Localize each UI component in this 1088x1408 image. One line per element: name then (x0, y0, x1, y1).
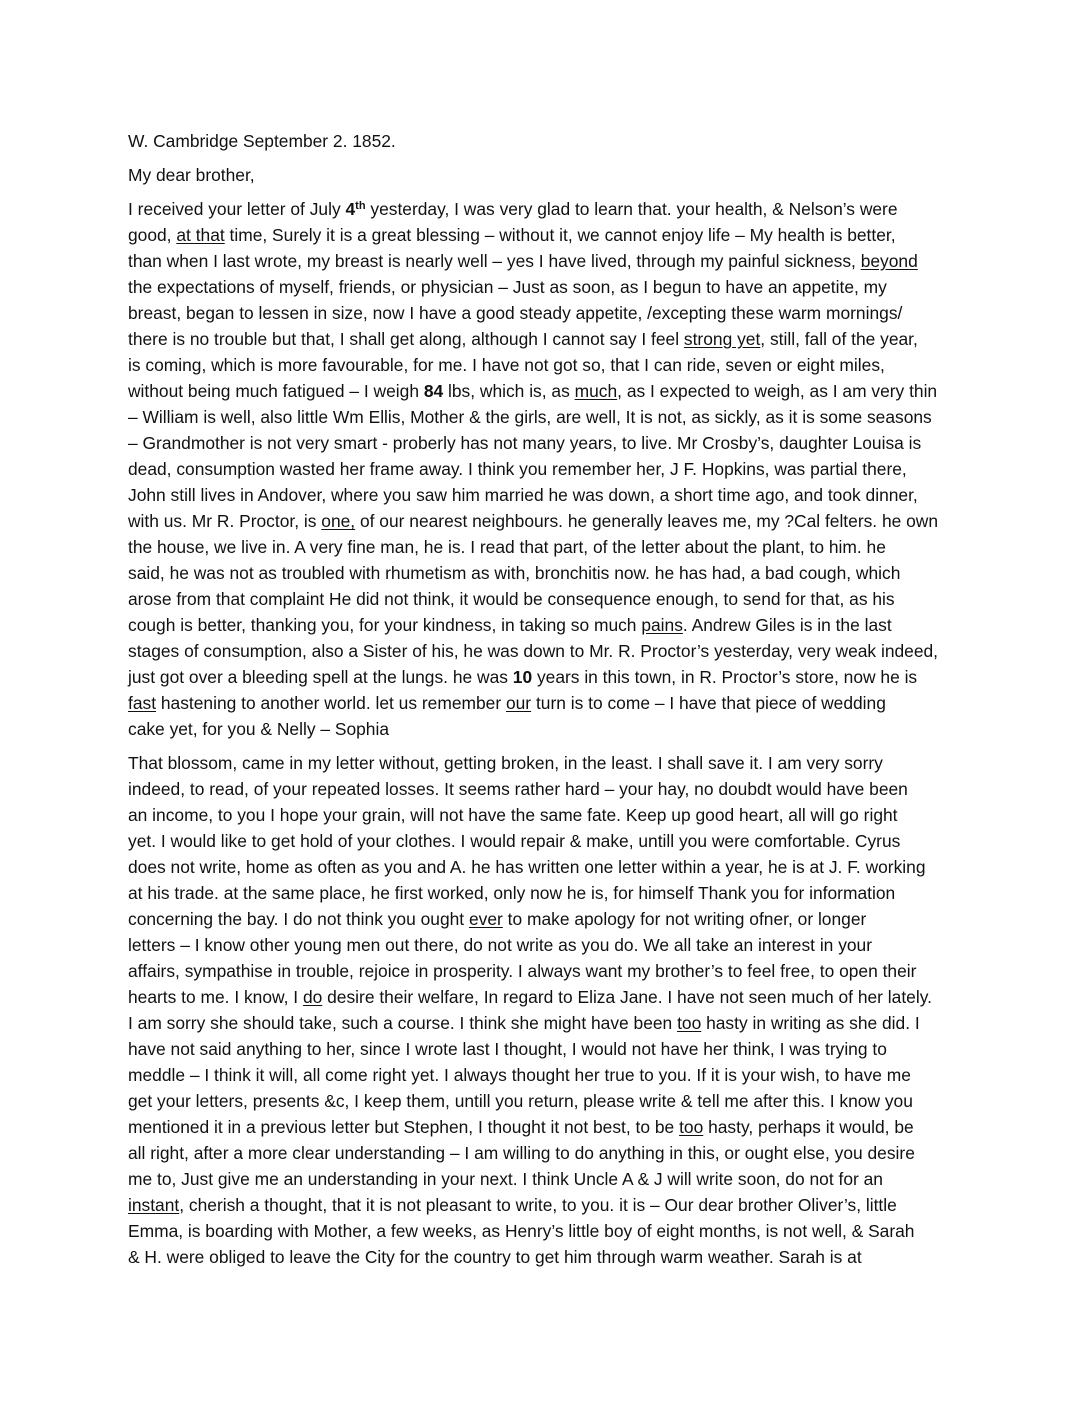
text-segment: years in this town, in R. Proctor’s store, now he is (532, 667, 918, 687)
text-line (128, 638, 968, 664)
text-line (128, 326, 968, 352)
text-segment: turn is to come – I have that piece of wedding (531, 693, 886, 713)
text-line (128, 1218, 968, 1244)
text-line (128, 612, 968, 638)
text-segment: the house, we live in. A very fine man, he is. I read that part, of the letter about the plant, to him. he (128, 537, 886, 557)
text-segment: cough is better, thanking you, for your kindness, in taking so much (128, 615, 642, 635)
text-segment: affairs, sympathise in trouble, rejoice in prosperity. I always want my brother’s to feel free, to open their (128, 961, 917, 981)
text-line (128, 1140, 968, 1166)
text-line (128, 430, 968, 456)
text-segment: an income, to you I hope your grain, will not have the same fate. Keep up good heart, all will go right (128, 805, 898, 825)
text-line (128, 1114, 968, 1140)
underlined-text: at that (176, 225, 225, 245)
superscript-text: th (355, 200, 366, 212)
text-segment: with us. Mr R. Proctor, is (128, 511, 322, 531)
text-line (128, 958, 968, 984)
underlined-text: do (302, 987, 323, 1007)
text-segment: hearts to me. I know, I (128, 987, 303, 1007)
underlined-text: too (679, 1117, 704, 1137)
text-segment: than when I last wrote, my breast is nearly well – yes I have lived, through my painful sickness, (128, 251, 861, 271)
text-segment: does not write, home as often as you and A. he has written one letter within a year, he is at J. F. working (128, 857, 926, 877)
text-segment: John still lives in Andover, where you saw him married he was down, a short time ago, and took dinner, (128, 485, 918, 505)
text-line (128, 984, 968, 1010)
text-line (128, 1010, 968, 1036)
text-segment: concerning the bay. I do not think you ought (128, 909, 469, 929)
text-line (128, 906, 968, 932)
text-segment: desire their welfare, In regard to Eliza Jane. I have not seen much of her lately. (322, 987, 932, 1007)
text-line (128, 880, 968, 906)
text-segment: yet. I would like to get hold of your clothes. I would repair & make, untill you were comfortable. Cyrus (128, 831, 901, 851)
text-line (128, 560, 968, 586)
text-line (128, 854, 968, 880)
text-line (128, 1244, 968, 1270)
text-segment: indeed, to read, of your repeated losses. It seems rather hard – your hay, no doubdt would have been (128, 779, 908, 799)
text-segment: all right, after a more clear understanding – I am willing to do anything in this, or ought else, you desire (128, 1143, 915, 1163)
text-segment: good, (128, 225, 177, 245)
text-segment: without being much fatigued – I weigh (128, 381, 424, 401)
text-line (128, 586, 968, 612)
letter-paragraph (128, 196, 968, 742)
text-line (128, 690, 968, 716)
text-segment: of our nearest neighbours. he generally leaves me, my ?Cal felters. he own (355, 511, 939, 531)
text-line (128, 482, 968, 508)
text-segment: dead, consumption wasted her frame away. I think you remember her, J F. Hopkins, was partial there, (128, 459, 907, 479)
letter-dateline: W. Cambridge September 2. 1852. (128, 131, 396, 151)
bold-text: 84 (423, 381, 444, 401)
text-segment: there is no trouble but that, I shall get along, although I cannot say I feel (128, 329, 684, 349)
text-segment: get your letters, presents &c, I keep them, untill you return, please write & tell me after this. I know you (128, 1091, 913, 1111)
text-segment: – William is well, also little Wm Ellis, Mother & the girls, are well, It is not, as sickly, as it is some seasons (128, 407, 932, 427)
text-segment: hasty, perhaps it would, be (703, 1117, 914, 1137)
letter-paragraph (128, 750, 968, 1270)
underlined-text: fast (128, 693, 157, 713)
underlined-text: pains (641, 615, 683, 635)
underlined-text: beyond (860, 251, 918, 271)
text-segment: have not said anything to her, since I wrote last I thought, I would not have her think, I was trying to (128, 1039, 887, 1059)
spacer (128, 154, 968, 162)
text-line (128, 802, 968, 828)
text-line (128, 534, 968, 560)
text-segment: , still, fall of the year, (760, 329, 918, 349)
text-line (128, 248, 968, 274)
text-line (128, 1088, 968, 1114)
underlined-text: too (677, 1013, 702, 1033)
text-segment: letters – I know other young men out there, do not write as you do. We all take an interest in your (128, 935, 873, 955)
text-segment: yesterday, I was very glad to learn that. your health, & Nelson’s were (365, 199, 898, 219)
text-line (128, 222, 968, 248)
letter-paragraphs (128, 196, 968, 1270)
text-segment: breast, began to lessen in size, now I have a good steady appetite, /excepting these warm mornings/ (128, 303, 903, 323)
text-line (128, 1192, 968, 1218)
text-segment: meddle – I think it will, all come right yet. I always thought her true to you. If it is your wish, to have me (128, 1065, 911, 1085)
text-line (128, 750, 968, 776)
text-line (128, 300, 968, 326)
text-segment: & H. were obliged to leave the City for the country to get him through warm weather. Sarah is at (128, 1247, 862, 1267)
underlined-text: much (574, 381, 618, 401)
text-segment: I am sorry she should take, such a course. I think she might have been (128, 1013, 678, 1033)
text-segment: said, he was not as troubled with rhumetism as with, bronchitis now. he has had, a bad cough, which (128, 563, 901, 583)
text-segment: – Grandmother is not very smart - proberly has not many years, to live. Mr Crosby’s, daughter Louisa is (128, 433, 922, 453)
underlined-text: ever (468, 909, 503, 929)
bold-text: 4 (345, 199, 356, 219)
bold-text: 10 (512, 667, 533, 687)
text-segment: Emma, is boarding with Mother, a few weeks, as Henry’s little boy of eight months, is not well, & Sarah (128, 1221, 915, 1241)
text-line (128, 828, 968, 854)
text-segment: the expectations of myself, friends, or physician – Just as soon, as I begun to have an appetite, my (128, 277, 887, 297)
text-segment: stages of consumption, also a Sister of his, he was down to Mr. R. Proctor’s yesterday, very weak indeed, (128, 641, 939, 661)
text-segment: . Andrew Giles is in the last (682, 615, 892, 635)
text-segment: just got over a bleeding spell at the lungs. he was (128, 667, 513, 687)
spacer (128, 742, 968, 750)
text-segment: at his trade. at the same place, he first worked, only now he is, for himself Thank you for information (128, 883, 896, 903)
letter-salutation: My dear brother, (128, 165, 255, 185)
underlined-text: our (505, 693, 532, 713)
underlined-text: one, (321, 511, 356, 531)
text-segment: is coming, which is more favourable, for me. I have not got so, that I can ride, seven or eight miles, (128, 355, 885, 375)
text-line (128, 1062, 968, 1088)
text-line (128, 664, 968, 690)
spacer (128, 188, 968, 196)
text-segment: I received your letter of July (128, 199, 346, 219)
text-segment: hasty in writing as she did. I (701, 1013, 920, 1033)
text-line (128, 274, 968, 300)
text-line (128, 932, 968, 958)
text-line (128, 404, 968, 430)
text-segment: mentioned it in a previous letter but Stephen, I thought it not best, to be (128, 1117, 680, 1137)
text-segment: to make apology for not writing ofner, or longer (502, 909, 867, 929)
text-line (128, 196, 968, 222)
underlined-text: instant (128, 1195, 180, 1215)
text-line (128, 352, 968, 378)
text-segment: cake yet, for you & Nelly – Sophia (128, 719, 389, 739)
text-segment: , as I expected to weigh, as I am very thin (617, 381, 938, 401)
text-line (128, 1166, 968, 1192)
text-segment: time, Surely it is a great blessing – without it, we cannot enjoy life – My health is better, (224, 225, 896, 245)
underlined-text: strong yet (683, 329, 761, 349)
text-segment: lbs, which is, as (443, 381, 575, 401)
text-line (128, 456, 968, 482)
text-segment: That blossom, came in my letter without, getting broken, in the least. I shall save it. I am very sorry (128, 753, 883, 773)
text-segment: , cherish a thought, that it is not pleasant to write, to you. it is – Our dear brother Oliver’s, little (179, 1195, 897, 1215)
text-segment: hastening to another world. let us remember (156, 693, 506, 713)
text-segment: arose from that complaint He did not think, it would be consequence enough, to send for that, as his (128, 589, 895, 609)
text-segment: me to, Just give me an understanding in your next. I think Uncle A & J will write soon, do not for an (128, 1169, 883, 1189)
text-line (128, 776, 968, 802)
text-line (128, 378, 968, 404)
text-line (128, 1036, 968, 1062)
text-line (128, 716, 968, 742)
letter-body (128, 128, 968, 1270)
text-line (128, 508, 968, 534)
